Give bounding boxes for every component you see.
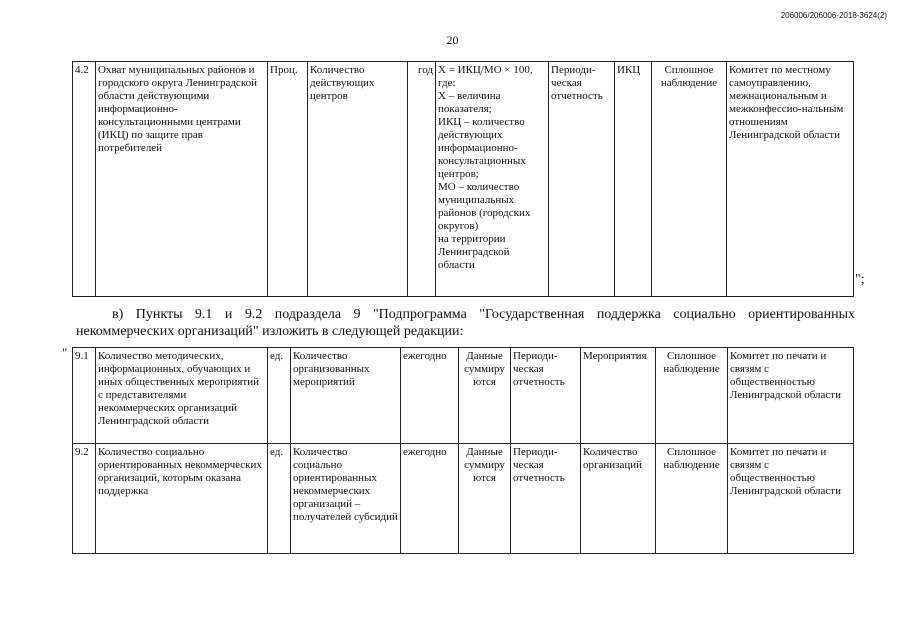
- formula: X = ИКЦ/МО × 100, где: X – величина показателя; ИКЦ – количество действующих информационно-консультационных центров; МО – количество муниципальных районов (городских округов) на территории Ленинградской области: [436, 62, 549, 297]
- table-row: [73, 444, 854, 554]
- indicator-name: Количество методических, информационных, обучающих и иных общественных мероприятий с представителями некоммерческих организаций Ленинградской области: [96, 348, 268, 444]
- observation-object: Мероприятия: [581, 348, 656, 444]
- amendment-paragraph: в) Пункты 9.1 и 9.2 подраздела 9 "Подпрограмма "Государственная поддержка социально ориентированных некоммерческих организаций" изложить в следующей редакции:: [76, 307, 855, 339]
- data-source: Периоди-ческая отчетность: [549, 62, 615, 297]
- table-row: [73, 62, 854, 297]
- observation-method: Сплошное наблюдение: [652, 62, 727, 297]
- unit: ед.: [268, 444, 291, 554]
- unit: ед.: [268, 348, 291, 444]
- responsible-body: Комитет по печати и связям с общественностью Ленинградской области: [728, 444, 854, 554]
- observation-method: Сплошное наблюдение: [656, 348, 728, 444]
- unit: Проц.: [268, 62, 308, 297]
- indicator-name: Охват муниципальных районов и городского округа Ленинградской области действующими информационно-консультационными центрами (ИКЦ) по защите прав потребителей: [96, 62, 268, 297]
- indicator-name: Количество социально ориентированных некоммерческих организаций, которым оказана поддержка: [96, 444, 268, 554]
- responsible-body: Комитет по местному самоуправлению, межнациональным и межконфессио-нальным отношениям Ленинградской области: [727, 62, 854, 297]
- period: ежегодно: [401, 348, 459, 444]
- row-number: 4.2: [73, 62, 96, 297]
- observation-object: ИКЦ: [615, 62, 652, 297]
- table-row: [73, 348, 854, 444]
- observation-method: Сплошное наблюдение: [656, 444, 728, 554]
- opening-quote-mark: ": [62, 345, 68, 360]
- period: ежегодно: [401, 444, 459, 554]
- indicator-table-9: [72, 347, 854, 554]
- data-source: Периоди-ческая отчетность: [511, 444, 581, 554]
- calculation-method: Данные суммируются: [459, 348, 511, 444]
- definition: Количество социально ориентированных некоммерческих организаций – получателей субсидий: [291, 444, 401, 554]
- row-number: 9.2: [73, 444, 96, 554]
- row-number: 9.1: [73, 348, 96, 444]
- document-id: 206006/206006-2018-3624(2): [780, 11, 887, 20]
- definition: Количество действующих центров: [308, 62, 408, 297]
- page-number: 20: [446, 33, 459, 47]
- closing-quote-mark: ";: [855, 272, 865, 287]
- observation-object: Количество организаций: [581, 444, 656, 554]
- period: год: [408, 62, 436, 297]
- definition: Количество организованных мероприятий: [291, 348, 401, 444]
- calculation-method: Данные суммируются: [459, 444, 511, 554]
- responsible-body: Комитет по печати и связям с общественностью Ленинградской области: [728, 348, 854, 444]
- data-source: Периоди-ческая отчетность: [511, 348, 581, 444]
- indicator-table-4-2: [72, 61, 854, 297]
